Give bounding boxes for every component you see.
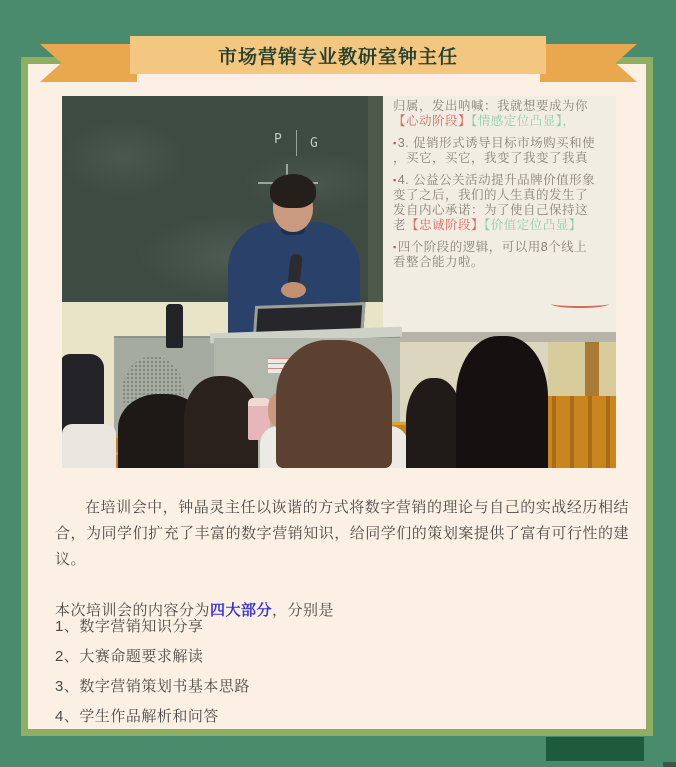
slide-text-line: ，买它，买它，我变了我变了我真 [393, 151, 589, 165]
footer-accent-bar [546, 737, 644, 761]
page-title: 市场营销专业教研室钟主任 [217, 46, 458, 68]
slide-text-line: ▪四个阶段的逻辑，可以用8个线上 [393, 240, 588, 254]
slide-red-underline [551, 300, 609, 308]
black-thermos [166, 304, 183, 348]
slide-bullet-icon: ▪ [393, 242, 397, 252]
agenda-item: 3、数字营销策划书基本思路 [55, 678, 250, 695]
student-head [184, 376, 258, 468]
chalk-divider [296, 130, 297, 156]
slide-text-line: ▪3. 促销形式诱导目标市场购买和使 [393, 136, 596, 150]
article-paragraph: 在培训会中，钟晶灵主任以诙谐的方式将数字营销的理论与自己的实战经历相结合，为同学们扩充了丰富的数字营销知识，给同学们的策划案提供了富有可行性的建议。 [55, 499, 629, 568]
speaker-hand [281, 282, 306, 298]
agenda-item: 4、学生作品解析和问答 [55, 708, 219, 725]
student-head [456, 336, 548, 468]
agenda-item: 1、数字营销知识分享 [55, 618, 204, 635]
slide-text-line: 【心动阶段】【情感定位凸显】， [393, 114, 576, 128]
slide-text-line: 变了之后，我们的人生真的发生了 [393, 188, 589, 202]
slide-text-line: 归属，发出呐喊：我就想要成为你 [393, 99, 589, 113]
blackboard-frame [368, 96, 383, 308]
classroom-photo [62, 96, 616, 468]
corner-accent [663, 762, 676, 767]
slide-text-line: 发自内心承诺：为了使自己保持这 [393, 203, 589, 217]
student-head [276, 340, 392, 468]
highlight-text: 四大部分 [210, 602, 273, 619]
chalk-letter-g: G [310, 136, 318, 151]
chair-row-right [538, 396, 616, 468]
agenda-item: 2、大赛命题要求解读 [55, 648, 204, 665]
chalk-letter-p: P [274, 132, 282, 147]
section-title-ribbon [130, 36, 546, 74]
agenda-list [55, 612, 629, 732]
student-head [406, 378, 462, 468]
projector-screen [383, 96, 616, 332]
slide-text-line: 老【忠诚阶段】【价值定位凸显】 [393, 218, 582, 232]
slide-text-line: 看整合能力啦。 [393, 255, 485, 269]
speaker-hair [270, 174, 316, 208]
slide-text-line: ▪4. 公益公关活动提升品牌价值形象 [393, 173, 596, 187]
slide-bullet-icon: ▪ [393, 175, 397, 185]
student-shoulder [62, 424, 116, 468]
intro-line: 本次培训会的内容分为四大部分，分别是 [55, 602, 335, 619]
slide-bullet-icon: ▪ [393, 138, 397, 148]
